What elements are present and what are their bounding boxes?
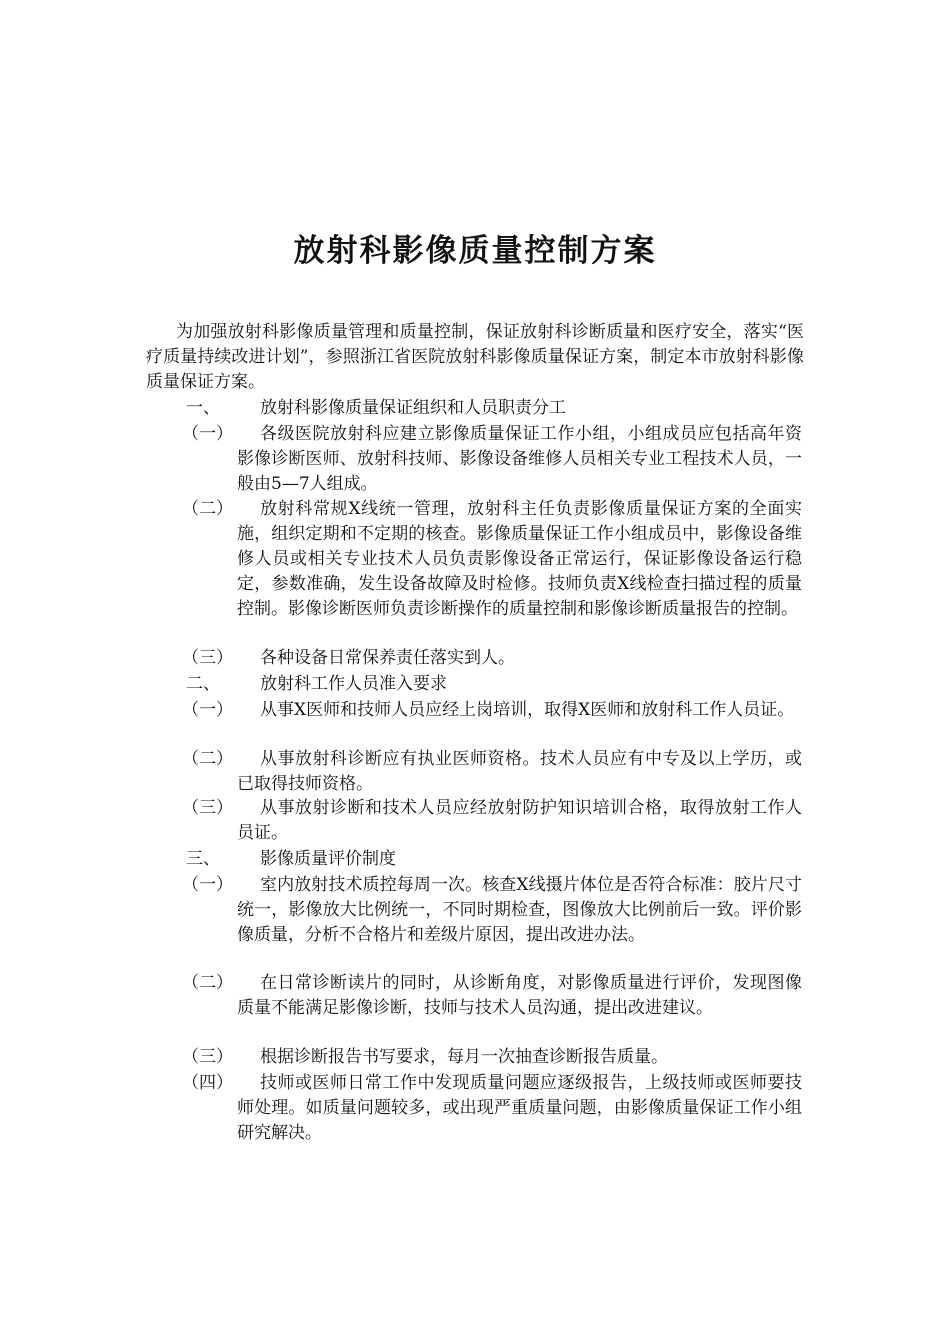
section-title: 放射科影像质量保证组织和人员职责分工 — [260, 398, 566, 418]
item-text: 根据诊断报告书写要求，每月一次抽查诊断报告质量。 — [260, 1047, 668, 1067]
item-number: （二） — [182, 749, 233, 769]
item-text: 从事放射科诊断应有执业医师资格。技术人员应有中专及以上学历，或已取得技师资格。 — [237, 749, 802, 794]
item-text: 放射科常规X线统一管理，放射科主任负责影像质量保证方案的全面实施，组织定期和不定期的核查。影像质量保证工作小组成员中，影像设备维修人员或相关专业技术人员负责影像设备正常运行，保证影像设备运行稳定，参数准确，发生设备故障及时检修。技师负责X线检查扫描过程的质量控制。影像诊断医师负责诊断操作的质量控制和影像诊断质量报告的控制。 — [237, 499, 802, 619]
section-number: 二、 — [186, 674, 220, 694]
item-number: （二） — [182, 973, 233, 993]
item-number: （三） — [182, 1047, 233, 1067]
item-number: （一） — [182, 875, 233, 895]
section-title: 影像质量评价制度 — [260, 849, 396, 869]
section-number: 三、 — [186, 849, 220, 869]
item-text: 技师或医师日常工作中发现质量问题应逐级报告，上级技师或医师要技师处理。如质量问题较多，或出现严重质量问题，由影像质量保证工作小组研究解决。 — [237, 1073, 802, 1143]
document-title: 放射科影像质量控制方案 — [293, 233, 657, 269]
item-number: （一） — [182, 424, 233, 444]
item-number: （四） — [182, 1073, 233, 1093]
item-text: 室内放射技术质控每周一次。核查X线摄片体位是否符合标准：胶片尺寸统一，影像放大比例统一，不同时期检查，图像放大比例前后一致。评价影像质量，分析不合格片和差级片原因，提出改进办法。 — [237, 875, 802, 945]
item-text: 从事放射诊断和技术人员应经放射防护知识培训合格，取得放射工作人员证。 — [237, 798, 802, 843]
item-number: （三） — [182, 648, 233, 668]
item-number: （二） — [182, 499, 233, 519]
section-title: 放射科工作人员准入要求 — [260, 674, 447, 694]
item-number: （一） — [182, 700, 233, 720]
item-number: （三） — [182, 798, 233, 818]
item-text: 从事X医师和技师人员应经上岗培训，取得X医师和放射科工作人员证。 — [260, 700, 795, 720]
item-text: 在日常诊断读片的同时，从诊断角度，对影像质量进行评价，发现图像质量不能满足影像诊断，技师与技术人员沟通，提出改进建议。 — [237, 973, 802, 1018]
section-number: 一、 — [186, 398, 220, 418]
intro-paragraph: 为加强放射科影像质量管理和质量控制，保证放射科诊断质量和医疗安全，落实“医疗质量持续改进计划”，参照浙江省医院放射科影像质量保证方案，制定本市放射科影像质量保证方案。 — [146, 322, 804, 392]
item-text: 各种设备日常保养责任落实到人。 — [260, 648, 515, 668]
item-text: 各级医院放射科应建立影像质量保证工作小组，小组成员应包括高年资影像诊断医师、放射科技师、影像设备维修人员相关专业工程技术人员，一般由5—7人组成。 — [237, 424, 802, 494]
